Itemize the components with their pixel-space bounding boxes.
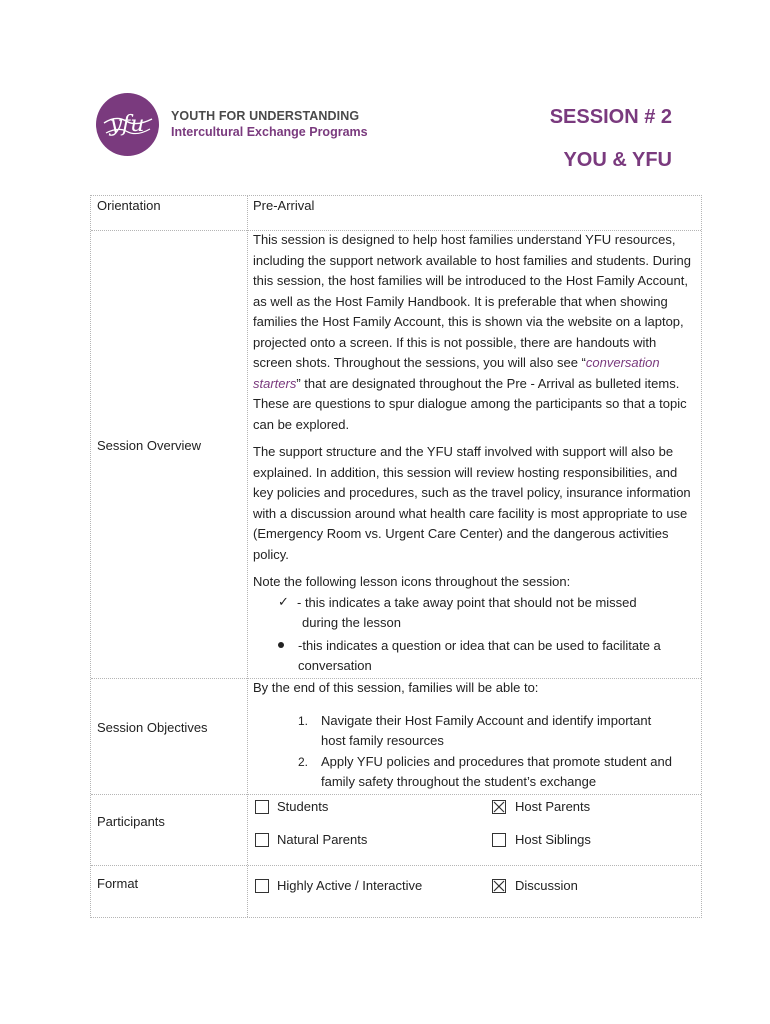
column-divider [247, 196, 248, 917]
row-divider [91, 794, 701, 795]
bullet-icon [278, 642, 284, 648]
row-divider [91, 865, 701, 866]
check-icon-description-cont: during the lesson [302, 615, 402, 630]
checked-x-icon [493, 801, 505, 813]
orientation-label: Orientation [97, 198, 161, 213]
natural-parents-checkbox[interactable] [255, 833, 269, 847]
format-label: Format [97, 876, 139, 891]
host-siblings-checkbox[interactable] [492, 833, 506, 847]
participants-label: Participants [97, 814, 165, 829]
org-name: YOUTH FOR UNDERSTANDING [171, 109, 360, 123]
highly-active-checkbox[interactable] [255, 879, 269, 893]
overview-paragraph-2: The support structure and the YFU staff involved with support will also be explained. In addition, this session will review hosting responsibilities, and key policies and procedures, such as the travel policy, insurance information with a discussion around what health care facility is most appropriate to use (Emergency Room vs. Urgent Care Center) and the dangerous activities policy. [253, 444, 691, 562]
org-subtitle: Intercultural Exchange Programs [171, 125, 368, 139]
objective-2-line-2: family safety throughout the student’s exchange [321, 774, 597, 789]
objective-2-line-1: Apply YFU policies and procedures that promote student and [321, 754, 672, 769]
natural-parents-option-label: Natural Parents [277, 832, 368, 847]
objective-number: 1. [298, 714, 309, 728]
overview-p1-text: This session is designed to help host families understand YFU resources, including the support network available to host families and students. During this session, the host families will be introduced to the Host Family Account, as well as the Host Family Handbook. It is preferable that when showing families the Host Family Account, this is shown via the website on a laptop, projected onto a screen. If this is not possible, there are handouts with screen shots. Throughout the sessions, you will also see “ [253, 232, 691, 370]
objectives-intro: By the end of this session, families will be able to: [253, 680, 539, 695]
conversation-starters-term: conversation starters [253, 355, 660, 391]
bullet-icon-description-cont: conversation [298, 658, 372, 673]
highly-active-option-label: Highly Active / Interactive [277, 878, 423, 893]
check-icon-description: - this indicates a take away point that should not be missed [297, 595, 637, 610]
bullet-icon-description: -this indicates a question or idea that can be used to facilitate a [298, 638, 661, 653]
host-parents-option-label: Host Parents [515, 799, 591, 814]
logo-text: yfu [109, 112, 145, 137]
orientation-value: Pre-Arrival [253, 198, 315, 213]
objective-number: 2. [298, 755, 309, 769]
session-table [90, 195, 702, 918]
session-name: YOU & YFU [563, 149, 672, 171]
checked-x-icon [493, 880, 505, 892]
overview-p1-text-end: ” that are designated throughout the Pre - Arrival as bulleted items. These are questions to spur dialogue among the participants so that a topic can be explored. [253, 375, 687, 432]
students-checkbox[interactable] [255, 800, 269, 814]
session-objectives-label: Session Objectives [97, 720, 208, 735]
session-overview-label: Session Overview [97, 438, 202, 453]
overview-paragraph-1 [253, 230, 698, 435]
students-option-label: Students [277, 799, 329, 814]
yfu-logo [96, 93, 159, 156]
objective-1-line-2: host family resources [321, 733, 444, 748]
lesson-icons-intro: Note the following lesson icons throughout the session: [253, 574, 571, 589]
discussion-option-label: Discussion [515, 878, 578, 893]
yfu-logo-mark [96, 93, 159, 156]
session-number: SESSION # 2 [549, 106, 672, 128]
host-parents-checkbox[interactable] [492, 800, 506, 814]
discussion-checkbox[interactable] [492, 879, 506, 893]
host-siblings-option-label: Host Siblings [515, 832, 591, 847]
check-icon: ✓ [278, 594, 289, 609]
objective-1-line-1: Navigate their Host Family Account and identify important [321, 713, 652, 728]
